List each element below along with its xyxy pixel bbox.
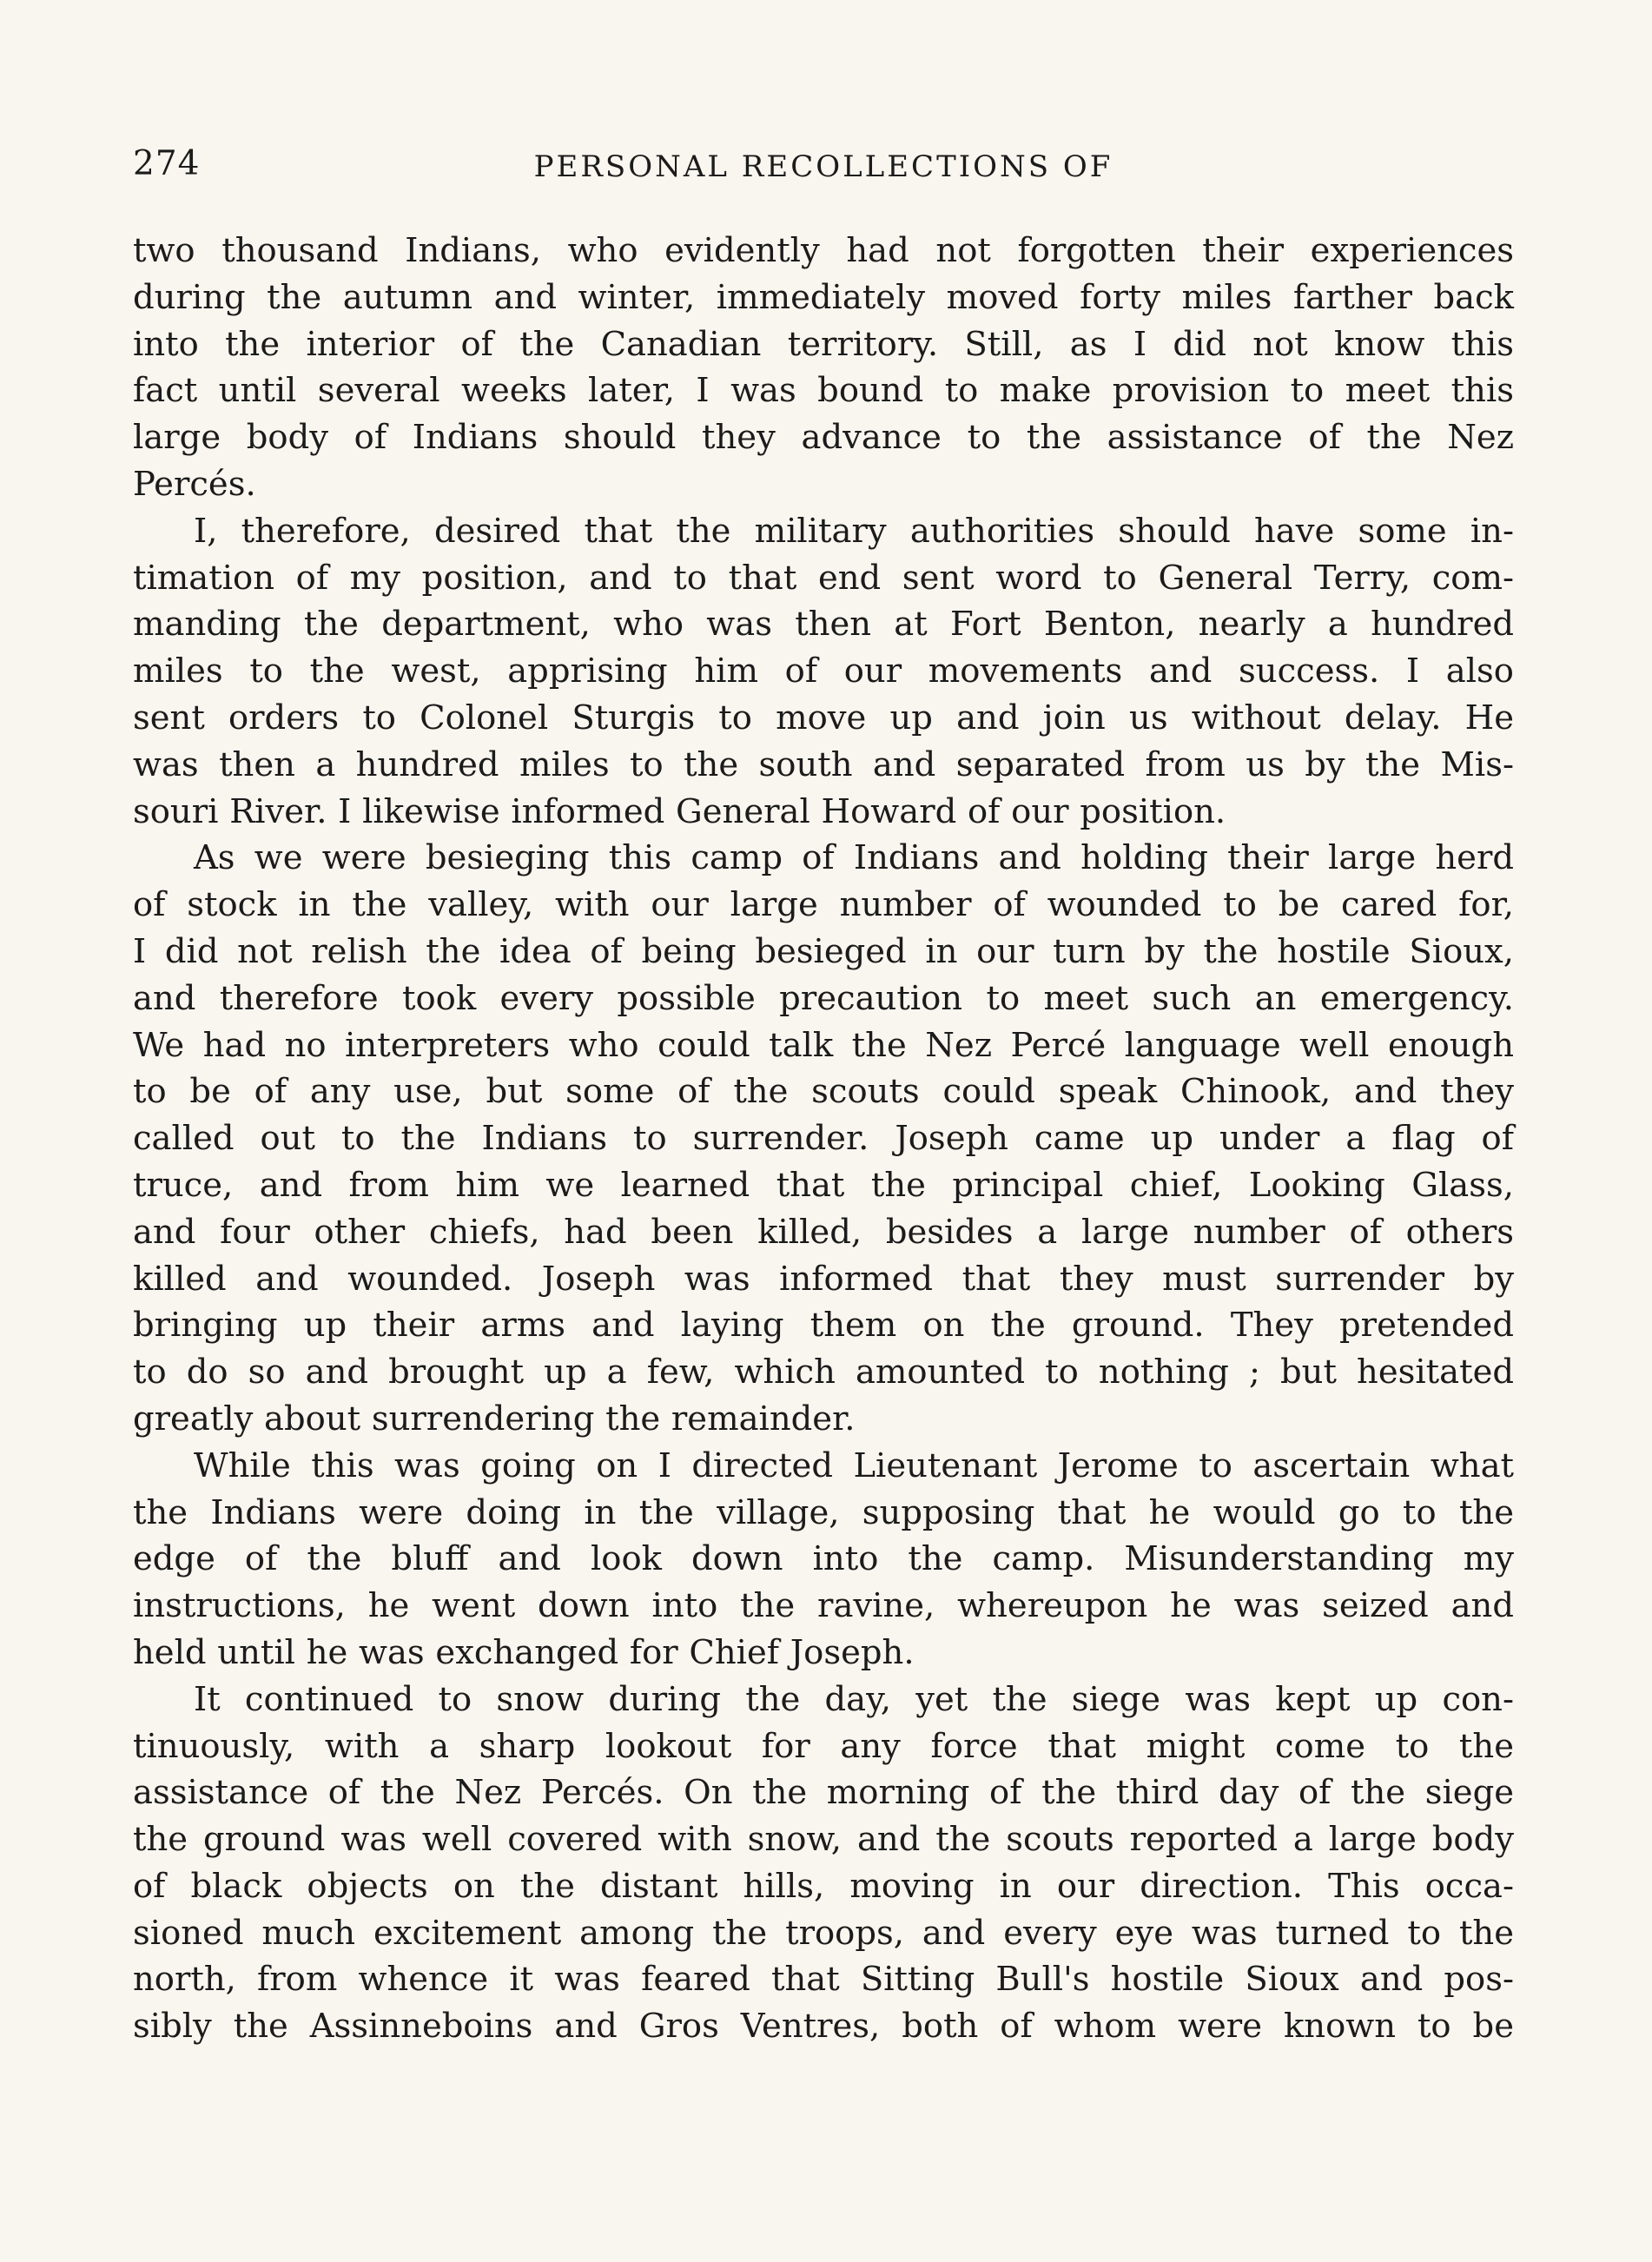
text-line: fact until several weeks later, I was bound to make provision to meet this	[133, 371, 1514, 411]
text-line: souri River. I likewise informed General Howard of our position.	[133, 791, 1226, 831]
text-line: to be of any use, but some of the scouts could speak Chinook, and they	[133, 1072, 1514, 1112]
text-line: into the interior of the Canadian territory. Still, as I did not know this	[133, 324, 1514, 364]
body-text	[133, 228, 1514, 2156]
text-line: I did not relish the idea of being besieged in our turn by the hostile Sioux,	[133, 931, 1514, 971]
text-line: greatly about surrendering the remainder.	[133, 1399, 856, 1439]
text-line: the Indians were doing in the village, supposing that he would go to the	[133, 1492, 1514, 1532]
text-line: bringing up their arms and laying them on the ground. They pretended	[133, 1306, 1514, 1346]
text-line: Percés.	[133, 464, 256, 504]
text-line: two thousand Indians, who evidently had not forgotten their experiences	[133, 231, 1514, 270]
running-head	[133, 144, 1514, 196]
page-number: 274	[133, 144, 201, 183]
text-line: held until he was exchanged for Chief Joseph.	[133, 1632, 915, 1672]
text-line: sent orders to Colonel Sturgis to move up and join us without delay. He	[133, 698, 1514, 737]
text-line: assistance of the Nez Percés. On the morning of the third day of the siege	[133, 1773, 1514, 1813]
text-line: sioned much excitement among the troops, and every eye was turned to the	[133, 1913, 1514, 1953]
text-line: and therefore took every possible precaution to meet such an emergency.	[133, 978, 1514, 1018]
paragraph-first-line: While this was going on I directed Lieutenant Jerome to ascertain what	[194, 1445, 1514, 1485]
text-line: miles to the west, apprising him of our movements and success. I also	[133, 651, 1514, 691]
text-line: manding the department, who was then at Fort Benton, nearly a hundred	[133, 605, 1514, 645]
running-title: PERSONAL RECOLLECTIONS OF	[533, 149, 1113, 184]
text-line: We had no interpreters who could talk the Nez Percé language well enough	[133, 1025, 1514, 1065]
text-line: edge of the bluff and look down into the camp. Misunderstanding my	[133, 1539, 1514, 1579]
text-line: instructions, he went down into the ravine, whereupon he was seized and	[133, 1586, 1514, 1626]
text-line: large body of Indians should they advance to the assistance of the Nez	[133, 418, 1514, 458]
text-line: called out to the Indians to surrender. Joseph came up under a flag of	[133, 1119, 1514, 1159]
text-line: and four other chiefs, had been killed, besides a large number of others	[133, 1212, 1514, 1252]
text-line: the ground was well covered with snow, and the scouts reported a large body	[133, 1820, 1514, 1860]
text-line: of stock in the valley, with our large number of wounded to be cared for,	[133, 885, 1514, 925]
text-line: during the autumn and winter, immediately moved forty miles farther back	[133, 277, 1514, 317]
paragraph-first-line: I, therefore, desired that the military authorities should have some in-	[194, 511, 1514, 551]
text-line: sibly the Assinneboins and Gros Ventres, both of whom were known to be	[133, 2007, 1514, 2047]
text-line: truce, and from him we learned that the principal chief, Looking Glass,	[133, 1165, 1514, 1205]
text-line: tinuously, with a sharp lookout for any force that might come to the	[133, 1726, 1514, 1766]
text-line: killed and wounded. Joseph was informed that they must surrender by	[133, 1259, 1514, 1299]
text-line: to do so and brought up a few, which amounted to nothing ; but hesitated	[133, 1353, 1514, 1392]
paragraph-first-line: It continued to snow during the day, yet the siege was kept up con-	[194, 1679, 1514, 1719]
text-line: timation of my position, and to that end sent word to General Terry, com-	[133, 558, 1514, 598]
paragraph-first-line: As we were besieging this camp of Indians and holding their large herd	[194, 838, 1514, 878]
text-line: was then a hundred miles to the south and separated from us by the Mis-	[133, 744, 1514, 784]
text-line: north, from whence it was feared that Sitting Bull's hostile Sioux and pos-	[133, 1960, 1514, 2000]
text-line: of black objects on the distant hills, moving in our direction. This occa-	[133, 1866, 1514, 1906]
